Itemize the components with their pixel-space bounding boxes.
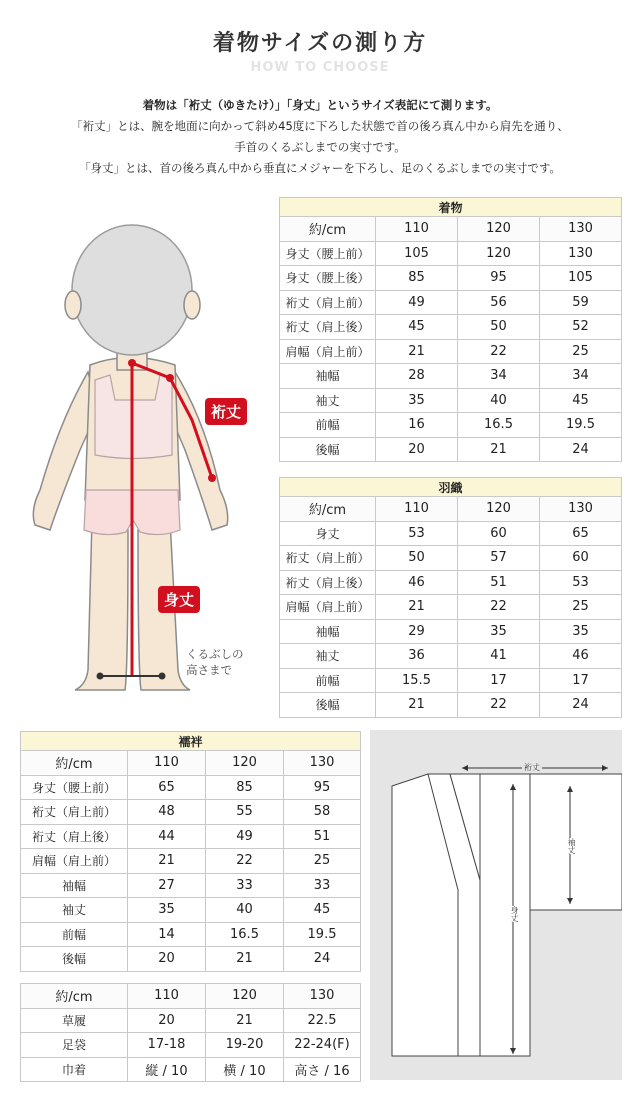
table-cell: 48 — [128, 800, 206, 825]
row-label: 身丈 — [280, 521, 376, 546]
table-row — [21, 947, 361, 972]
table-cell: 105 — [540, 266, 622, 291]
table-row — [280, 339, 622, 364]
table-row — [21, 922, 361, 947]
ankle-note-line-1: くるぶしの — [186, 647, 244, 661]
intro-text — [0, 95, 640, 179]
table-row — [280, 570, 622, 595]
row-label: 足袋 — [21, 1033, 128, 1058]
table-cell: 14 — [128, 922, 206, 947]
table-cell: 21 — [206, 1008, 284, 1033]
row-label: 袖丈 — [280, 388, 376, 413]
table-cell: 59 — [540, 290, 622, 315]
accessories-size-table — [20, 983, 361, 1082]
row-label: 後幅 — [280, 693, 376, 718]
table-cell: 65 — [540, 521, 622, 546]
table-cell: 20 — [128, 947, 206, 972]
row-label: 袖幅 — [280, 364, 376, 389]
juban-size-table — [20, 731, 361, 972]
table-cell: 15.5 — [376, 668, 458, 693]
table-cell: 21 — [376, 339, 458, 364]
table-cell: 22 — [458, 595, 540, 620]
table-cell: 60 — [458, 521, 540, 546]
table-header-row — [21, 984, 361, 1009]
table-row — [21, 873, 361, 898]
table-header-row — [280, 217, 622, 242]
table-cell: 27 — [128, 873, 206, 898]
table-cell: 16.5 — [458, 413, 540, 438]
table-cell: 24 — [540, 693, 622, 718]
diagram-mitake-label: 身丈 — [510, 906, 519, 922]
table-cell: 45 — [284, 898, 361, 923]
table-cell: 20 — [376, 437, 458, 462]
table-cell: 17-18 — [128, 1033, 206, 1058]
table-cell: 22 — [458, 693, 540, 718]
haori-size-table — [279, 477, 622, 718]
table-row — [280, 241, 622, 266]
row-label: 肩幅（肩上前） — [280, 339, 376, 364]
table-cell: 65 — [128, 775, 206, 800]
column-header: 110 — [128, 984, 206, 1009]
table-cell: 55 — [206, 800, 284, 825]
row-label: 身丈（腰上後） — [280, 266, 376, 291]
intro-line-3: 手首のくるぶしまでの実寸です。 — [234, 140, 406, 154]
table-cell: 45 — [376, 315, 458, 340]
row-label: 裄丈（肩上前） — [280, 546, 376, 571]
table-cell: 横 / 10 — [206, 1057, 284, 1082]
row-label: 袖丈 — [21, 898, 128, 923]
table-row — [21, 849, 361, 874]
table-cell: 25 — [284, 849, 361, 874]
table-row — [280, 693, 622, 718]
table-title-row — [280, 198, 622, 217]
row-label: 草履 — [21, 1008, 128, 1033]
table-row — [21, 824, 361, 849]
intro-line-1: 着物は「裄丈（ゆきたけ）」「身丈」というサイズ表記にて測ります。 — [142, 98, 498, 112]
column-header: 130 — [540, 497, 622, 522]
table-row — [21, 800, 361, 825]
table-cell: 53 — [376, 521, 458, 546]
table-cell: 29 — [376, 619, 458, 644]
table-cell: 34 — [540, 364, 622, 389]
yukitake-badge: 裄丈 — [205, 398, 247, 425]
column-header: 130 — [284, 984, 361, 1009]
table-cell: 21 — [458, 437, 540, 462]
ankle-note — [186, 646, 244, 678]
table-cell: 24 — [540, 437, 622, 462]
column-header: 120 — [458, 497, 540, 522]
column-header: 約/cm — [280, 217, 376, 242]
table-cell: 56 — [458, 290, 540, 315]
table-cell: 20 — [128, 1008, 206, 1033]
child-figure-illustration — [20, 200, 270, 710]
table-row — [280, 437, 622, 462]
table-cell: 16 — [376, 413, 458, 438]
column-header: 130 — [540, 217, 622, 242]
row-label: 前幅 — [21, 922, 128, 947]
table-cell: 35 — [128, 898, 206, 923]
table-row — [21, 1008, 361, 1033]
table-cell: 51 — [458, 570, 540, 595]
table-cell: 35 — [540, 619, 622, 644]
table-cell: 40 — [206, 898, 284, 923]
table-cell: 130 — [540, 241, 622, 266]
table-cell: 120 — [458, 241, 540, 266]
diagram-sodetake-label: 袖丈 — [567, 838, 576, 854]
row-label: 袖幅 — [21, 873, 128, 898]
table-row — [280, 521, 622, 546]
row-label: 前幅 — [280, 668, 376, 693]
row-label: 身丈（腰上前） — [21, 775, 128, 800]
table-row — [280, 290, 622, 315]
table-cell: 95 — [458, 266, 540, 291]
column-header: 110 — [128, 751, 206, 776]
row-label: 肩幅（肩上前） — [21, 849, 128, 874]
row-label: 裄丈（肩上後） — [21, 824, 128, 849]
table-title-row — [21, 732, 361, 751]
table-cell: 22 — [206, 849, 284, 874]
table-cell: 52 — [540, 315, 622, 340]
table-cell: 19-20 — [206, 1033, 284, 1058]
table-cell: 28 — [376, 364, 458, 389]
kimono-garment-svg — [370, 730, 622, 1080]
table-cell: 85 — [206, 775, 284, 800]
table-row — [280, 315, 622, 340]
column-header: 130 — [284, 751, 361, 776]
column-header: 約/cm — [21, 984, 128, 1009]
row-label: 袖丈 — [280, 644, 376, 669]
table-cell: 22.5 — [284, 1008, 361, 1033]
table-cell: 21 — [206, 947, 284, 972]
table-cell: 85 — [376, 266, 458, 291]
table-row — [280, 388, 622, 413]
table-cell: 25 — [540, 339, 622, 364]
page-title: 着物サイズの測り方 — [212, 31, 428, 56]
row-label: 袖幅 — [280, 619, 376, 644]
table-cell: 33 — [284, 873, 361, 898]
column-header: 約/cm — [21, 751, 128, 776]
row-label: 後幅 — [280, 437, 376, 462]
table-header-row — [280, 497, 622, 522]
table-row — [21, 775, 361, 800]
table-title: 襦袢 — [21, 732, 361, 751]
table-cell: 高さ / 16 — [284, 1057, 361, 1082]
table-cell: 41 — [458, 644, 540, 669]
table-cell: 22-24(F) — [284, 1033, 361, 1058]
row-label: 裄丈（肩上後） — [280, 315, 376, 340]
intro-line-4: 「身丈」とは、首の後ろ真ん中から垂直にメジャーを下ろし、足のくるぶしまでの実寸です。 — [79, 161, 561, 175]
table-cell: 53 — [540, 570, 622, 595]
row-label: 身丈（腰上前） — [280, 241, 376, 266]
table-cell: 95 — [284, 775, 361, 800]
row-label: 肩幅（肩上前） — [280, 595, 376, 620]
table-cell: 50 — [376, 546, 458, 571]
table-cell: 19.5 — [284, 922, 361, 947]
table-row — [280, 644, 622, 669]
table-cell: 16.5 — [206, 922, 284, 947]
table-row — [280, 668, 622, 693]
table-cell: 21 — [128, 849, 206, 874]
table-cell: 35 — [376, 388, 458, 413]
table-row — [280, 619, 622, 644]
table-cell: 21 — [376, 595, 458, 620]
table-row — [280, 266, 622, 291]
table-cell: 22 — [458, 339, 540, 364]
table-cell: 105 — [376, 241, 458, 266]
table-row — [280, 364, 622, 389]
table-cell: 49 — [206, 824, 284, 849]
table-cell: 24 — [284, 947, 361, 972]
table-cell: 57 — [458, 546, 540, 571]
column-header: 120 — [206, 751, 284, 776]
table-cell: 58 — [284, 800, 361, 825]
kimono-size-table — [279, 197, 622, 462]
table-title: 羽織 — [280, 478, 622, 497]
table-cell: 36 — [376, 644, 458, 669]
table-header-row — [21, 751, 361, 776]
table-cell: 45 — [540, 388, 622, 413]
diagram-yukitake-label: 裄丈 — [524, 763, 540, 772]
kimono-garment-diagram — [370, 730, 622, 1080]
table-cell: 60 — [540, 546, 622, 571]
column-header: 120 — [206, 984, 284, 1009]
table-cell: 44 — [128, 824, 206, 849]
table-cell: 21 — [376, 693, 458, 718]
intro-line-2: 「裄丈」とは、腕を地面に向かって斜め45度に下ろした状態で首の後ろ真ん中から肩先を通り、 — [71, 119, 569, 133]
table-row — [21, 1057, 361, 1082]
table-row — [280, 413, 622, 438]
table-cell: 34 — [458, 364, 540, 389]
column-header: 110 — [376, 497, 458, 522]
table-row — [280, 546, 622, 571]
table-cell: 51 — [284, 824, 361, 849]
row-label: 巾着 — [21, 1057, 128, 1082]
table-row — [21, 1033, 361, 1058]
table-cell: 19.5 — [540, 413, 622, 438]
table-title-row — [280, 478, 622, 497]
table-cell: 46 — [540, 644, 622, 669]
table-cell: 33 — [206, 873, 284, 898]
row-label: 裄丈（肩上前） — [280, 290, 376, 315]
table-cell: 49 — [376, 290, 458, 315]
mitake-badge: 身丈 — [158, 586, 200, 613]
row-label: 前幅 — [280, 413, 376, 438]
table-cell: 46 — [376, 570, 458, 595]
table-cell: 40 — [458, 388, 540, 413]
ankle-note-line-2: 高さまで — [186, 663, 232, 677]
table-cell: 17 — [458, 668, 540, 693]
child-figure-svg — [20, 200, 270, 710]
table-cell: 50 — [458, 315, 540, 340]
table-cell: 25 — [540, 595, 622, 620]
page-subtitle: HOW TO CHOOSE — [250, 60, 390, 75]
table-row — [280, 595, 622, 620]
column-header: 120 — [458, 217, 540, 242]
row-label: 後幅 — [21, 947, 128, 972]
column-header: 約/cm — [280, 497, 376, 522]
row-label: 裄丈（肩上後） — [280, 570, 376, 595]
table-row — [21, 898, 361, 923]
table-cell: 17 — [540, 668, 622, 693]
column-header: 110 — [376, 217, 458, 242]
table-cell: 縦 / 10 — [128, 1057, 206, 1082]
table-cell: 35 — [458, 619, 540, 644]
row-label: 裄丈（肩上前） — [21, 800, 128, 825]
table-title: 着物 — [280, 198, 622, 217]
